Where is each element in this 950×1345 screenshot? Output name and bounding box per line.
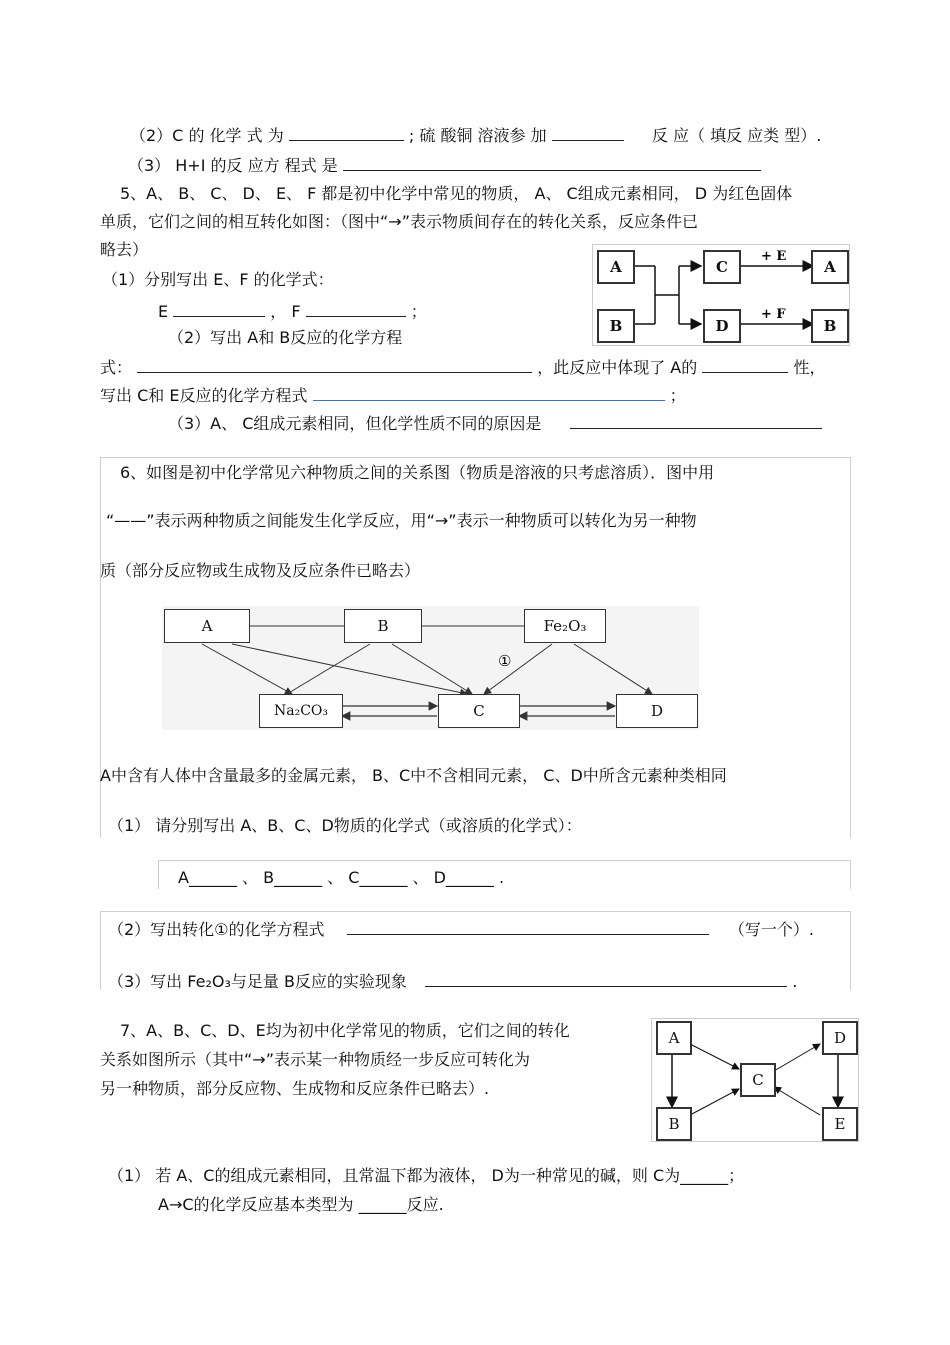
q5-intro-line3: 略去） [100, 240, 149, 259]
q5-node-b-product: B [811, 309, 849, 343]
q5-part2-c-end: ； [669, 386, 686, 405]
q7-arrow-e-c [774, 1087, 820, 1115]
q7-part1-line2: A→C的化学反应基本类型为 ______反应. [158, 1195, 444, 1214]
q4-line2-text-a: （2）C 的 化学 式 为 [130, 126, 284, 145]
q5-label-e: E [158, 302, 169, 321]
q6-marker-1: ① [498, 652, 512, 670]
q5-part1-end: ； [410, 302, 427, 321]
q5-node-d: D [703, 309, 741, 343]
q5-part2-line2 [100, 356, 825, 378]
q6-node-a: A [164, 609, 250, 643]
q4-line2-text-c: 反 应（ 填反 应类 型）. [651, 126, 822, 145]
q7-intro-line1: 7、A、B、C、D、E均为初中化学常见的物质，它们之间的转化 [120, 1021, 570, 1040]
q5-part2-cont: 式： [100, 358, 133, 377]
q7-node-d: D [822, 1021, 858, 1055]
q5-intro-line1: 5、A、 B、 C、 D、 E、 F 都是初中化学中常见的物质， A、 C组成元素相同， D 为红色固体 [120, 184, 793, 203]
q5-blank-reason[interactable] [570, 412, 822, 429]
q5-node-c: C [703, 250, 741, 284]
q5-blank-ce-equation[interactable] [313, 384, 665, 401]
q6-node-fe2o3: Fe₂O₃ [524, 609, 606, 643]
q7-node-b: B [656, 1107, 692, 1141]
q6-node-d: D [616, 694, 698, 728]
q4-line2 [130, 124, 821, 146]
q6-node-c: C [438, 694, 520, 728]
q6-arrow-fe2o3-d [574, 644, 652, 694]
q5-part1-answers [158, 300, 427, 322]
q6-blank-equation[interactable] [347, 918, 709, 935]
q7-node-c: C [740, 1063, 776, 1097]
q5-intro-line2: 单质，它们之间的相互转化如图：（图中“→”表示物质间存在的转化关系，反应条件已 [100, 212, 698, 231]
q6-intro-line1: 6、如图是初中化学常见六种物质之间的关系图（物质是溶液的只考虑溶质）．图中用 [120, 463, 715, 482]
q5-label-f: ， F [270, 302, 301, 321]
q7-intro-line2: 关系如图所示（其中“→”表示某一种物质经一步反应可转化为 [100, 1050, 530, 1069]
q5-part2-mid: ，此反应中体现了 A的 [537, 358, 698, 377]
q5-label-plus-f: + F [761, 307, 786, 322]
q5-node-b: B [597, 309, 635, 343]
q6-part1-answers[interactable]: A______ 、 B______ 、 C______ 、 D______ . [178, 868, 505, 887]
q7-diagram [651, 1018, 859, 1142]
q7-node-e: E [822, 1107, 858, 1141]
q6-node-na2co3: Na₂CO₃ [259, 694, 343, 728]
q7-part1-line1: （1） 若 A、C的组成元素相同，且常温下都为液体， D为一种常见的碱，则 C为______； [108, 1166, 745, 1185]
q4-blank-reaction-type[interactable] [552, 124, 624, 141]
q6-diagram [162, 606, 699, 730]
q6-line-b-na2co3 [287, 644, 370, 694]
q6-part3-line [108, 970, 797, 992]
q5-blank-e[interactable] [173, 300, 265, 317]
q4-blank-hi-equation[interactable] [343, 154, 761, 171]
q6-part3-text: （3）写出 Fe₂O₃与足量 B反应的实验现象 [108, 972, 407, 991]
q4-line3 [128, 154, 761, 176]
q6-intro-line3: 质（部分反应物或生成物及反应条件已略去） [100, 561, 421, 580]
q7-arrow-c-d [774, 1044, 820, 1071]
q5-part2-end: 性， [793, 358, 826, 377]
q5-blank-property[interactable] [702, 356, 788, 373]
q6-note: A中含有人体中含量最多的金属元素， B、C中不含相同元素， C、D中所含元素种类相同 [100, 766, 727, 785]
q5-part3-line [168, 412, 822, 434]
q6-blank-phenomenon[interactable] [425, 970, 787, 987]
q5-blank-f[interactable] [306, 300, 406, 317]
q5-diagram [592, 244, 850, 346]
q6-arrow-fe2o3-c [484, 644, 552, 694]
q5-part2-line3 [100, 384, 686, 406]
q5-part2-c-text: 写出 C和 E反应的化学方程式 [100, 386, 308, 405]
q4-line3-text: （3） H+I 的反 应方 程式 是 [128, 156, 338, 175]
q7-node-a: A [656, 1021, 692, 1055]
q5-node-a-product: A [811, 250, 849, 284]
q5-part2-prompt: （2）写出 A和 B反应的化学方程 [168, 328, 403, 347]
q6-part2-text: （2）写出转化①的化学方程式 [108, 920, 325, 939]
q6-node-b: B [344, 609, 422, 643]
q7-arrow-b-c [690, 1089, 739, 1115]
q6-intro-line2: “——”表示两种物质之间能发生化学反应，用“→”表示一种物质可以转化为另一种物 [106, 511, 697, 530]
q7-intro-line3: 另一种物质，部分反应物、生成物和反应条件已略去）. [100, 1079, 490, 1098]
q6-part2-line [108, 918, 814, 940]
q5-node-a: A [597, 250, 635, 284]
q5-label-plus-e: + E [761, 249, 787, 264]
q6-part1-prompt: （1） 请分别写出 A、B、C、D物质的化学式（或溶质的化学式）： [108, 816, 582, 835]
q5-part1-prompt: （1）分别写出 E、F 的化学式： [102, 270, 334, 289]
q5-blank-ab-equation[interactable] [137, 356, 532, 373]
q5-part3-text: （3）A、 C组成元素相同，但化学性质不同的原因是 [168, 414, 542, 433]
q6-part3-end: . [792, 972, 798, 991]
q6-part2-end: （写一个）. [728, 920, 814, 939]
q4-blank-c-formula[interactable] [289, 124, 404, 141]
q4-line2-text-b: ; 硫 酸铜 溶液参 加 [408, 126, 547, 145]
q7-arrow-a-c [690, 1044, 739, 1069]
q6-arrow-a-na2co3 [202, 644, 292, 694]
